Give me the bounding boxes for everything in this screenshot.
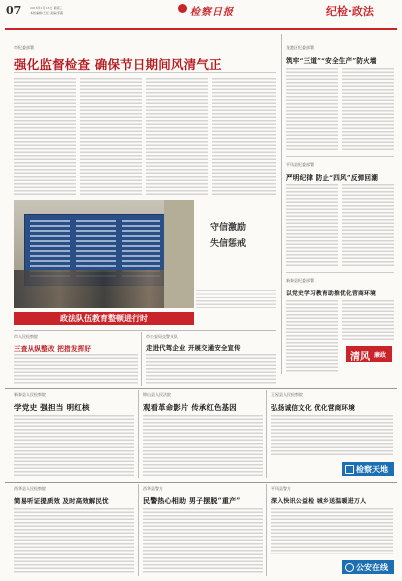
logo-text: 检察日报 [190, 7, 234, 18]
top-story-body [14, 78, 276, 198]
photo-caption-text [196, 290, 276, 310]
row3-right-headline: 弘扬诚信文化 优化营商环境 [271, 404, 356, 412]
clean-wind-badge [346, 346, 392, 362]
emblem-icon [178, 4, 187, 13]
row4-right-body [271, 508, 393, 554]
right-column-divider [281, 34, 282, 374]
row4-center-kicker: 西华县警方 [143, 486, 163, 491]
mid-left-kicker: 市人民检察院 [14, 334, 38, 339]
side3-kicker: 新泰县纪委部署 [286, 278, 314, 283]
side2-headline: 严明纪律 防止“四风”反弹回潮 [286, 174, 379, 182]
editor-line: 本版编辑/王虹 美编/邹露 [30, 11, 63, 15]
row4-right-kicker: 平凤县警方 [271, 486, 291, 491]
procuratorate-label: 检察天地 [356, 464, 388, 474]
row3-divider2 [266, 390, 267, 478]
row4-center-body [143, 508, 263, 574]
photo-caption-line2: 失信惩戒 [210, 239, 247, 249]
section-banner: 政法队伍教育整顿进行时 [14, 312, 194, 325]
side2-rule [286, 272, 394, 273]
police-icon [345, 563, 354, 572]
side1-headline: 筑牢“三道”“安全生产”防火墙 [286, 57, 377, 65]
procuratorate-icon [345, 465, 354, 474]
row4-left-kicker: 西华县人民检察院 [14, 486, 46, 491]
mid-center-kicker: 市公安局交警支队 [146, 334, 178, 339]
side3-headline: 以党史学习教育助推优化营商环境 [286, 291, 376, 297]
photo-caption-line1: 守信激励 [210, 223, 247, 233]
row4-left-headline: 简易听证提质效 及时高效解民忧 [14, 497, 109, 505]
row3-left-body [14, 415, 134, 477]
mid-left-headline: 三查从纵整改 把措发挥好 [14, 345, 92, 353]
side1-rule [286, 156, 394, 157]
row4-divider1 [138, 484, 139, 576]
police-box [342, 560, 394, 574]
top-story-headline: 强化监督检查 确保节日期间风清气正 [14, 57, 222, 72]
mid-row-rule [14, 330, 276, 331]
row4-right-headline: 深入快讯公益检 城乡送温暖进万人 [271, 498, 367, 505]
row4-center-headline: 民警热心相助 男子摆脱“重产” [143, 496, 241, 505]
masthead-rule [5, 28, 397, 30]
row4-left-body [14, 508, 134, 574]
date-line: 2016年1月13日 星期三 [30, 6, 63, 10]
row3-right-kicker: 王屋县人民检察院 [271, 392, 303, 397]
side1-kicker: 龙港区纪委部署 [286, 45, 314, 50]
masthead [0, 0, 402, 30]
section-title: 纪检·政法 [326, 5, 374, 18]
row4-rule [5, 482, 397, 483]
side2-body [286, 184, 394, 268]
row3-rule [5, 388, 397, 389]
side1-body [286, 68, 394, 152]
mid-center-headline: 走进代驾企业 开展交通安全宣传 [146, 344, 241, 352]
clean-wind-sub: 廉政 [374, 352, 387, 359]
procuratorate-box [342, 462, 394, 476]
top-story-rule [14, 72, 276, 73]
mid-divider [141, 332, 142, 386]
mid-left-body [14, 354, 138, 384]
row3-left-headline: 学党史 强担当 明红核 [14, 403, 90, 412]
mid-center-body [146, 354, 276, 384]
row3-right-body [271, 415, 393, 457]
row3-center-body [143, 415, 263, 477]
row3-center-kicker: 锦山县人民法院 [143, 392, 171, 397]
news-photo [14, 200, 194, 308]
page-number: 07 [6, 4, 22, 17]
top-story-kicker: 市纪委部署 [14, 45, 34, 50]
row4-divider2 [266, 484, 267, 576]
photo-caption-area [196, 212, 276, 282]
police-label: 公安在线 [356, 562, 388, 572]
clean-wind-text: 清风 [350, 352, 370, 363]
side2-kicker: 平凤县纪委部署 [286, 162, 314, 167]
row3-left-kicker: 新泰县人民检察院 [14, 392, 46, 397]
row3-center-headline: 观看革命影片 传承红色基因 [143, 403, 237, 412]
row3-divider1 [138, 390, 139, 478]
